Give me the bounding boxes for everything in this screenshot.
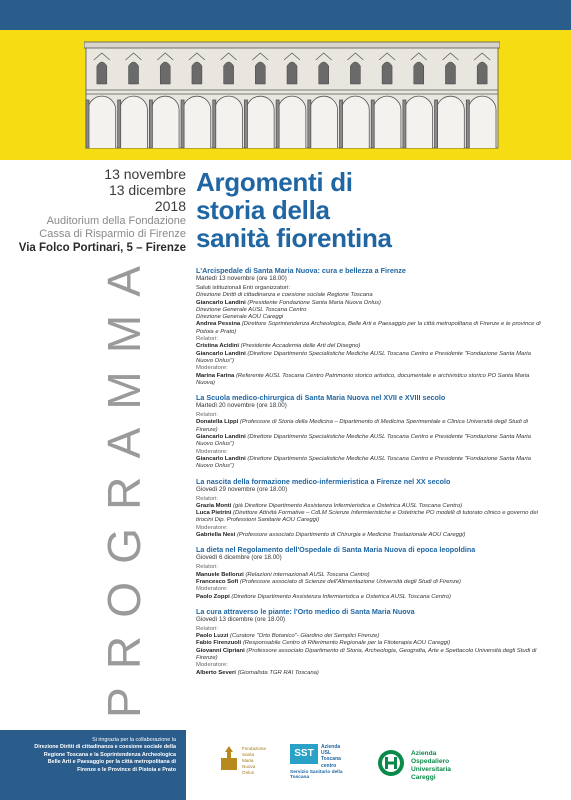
speaker-role: (Professore associato di Scienze dell'Alimentazione Università degli Studi di Firenze) <box>239 578 462 585</box>
column-shape <box>149 100 152 148</box>
session-title: La nascita della formazione medico-infermieristica a Firenze nel XX secolo <box>196 476 451 486</box>
speaker-role: (Direttore Soprintendenza Archeologica, Belle Arti e Paesaggio per la città metropolitana di Firenze e le province di Pistoia e Prato) <box>196 321 541 335</box>
venue-address: Via Folco Portinari, 5 – Firenze <box>18 242 186 254</box>
arch-shape <box>88 96 116 148</box>
window-shape <box>224 62 234 84</box>
thanks-line: Firenze e le Province di Pistoia e Prato <box>77 766 176 773</box>
info-line: Direzione Generale AUSL Toscana Centro <box>196 306 307 313</box>
venue-line-1: Auditorium della Fondazione <box>46 215 186 227</box>
column-shape <box>466 100 469 148</box>
logo-text-line: Fondazione <box>242 746 267 751</box>
window-shape <box>97 62 107 84</box>
column-shape <box>276 100 279 148</box>
speaker-line <box>196 343 542 350</box>
sst-mark: SST <box>290 744 318 764</box>
info-line: Saluti istituzionali Enti organizzatori: <box>196 285 290 291</box>
arch-shape <box>405 96 433 148</box>
logo-text-line: USL <box>321 750 331 757</box>
role-heading: Moderatore: <box>196 365 228 372</box>
speaker-line <box>196 456 542 471</box>
speaker-name: Cristina Acidini <box>196 343 239 350</box>
speaker-role: (Giornalista TGR RAI Toscana) <box>237 669 319 676</box>
speaker-role: (già Direttore Dipartimento Assistenza Infermieristica e Ostetrica AUSL Toscana Centro) <box>233 502 463 509</box>
speaker-name: Giancarlo Landini <box>196 455 246 462</box>
logo-text-line: Azienda <box>321 744 341 750</box>
speaker-role: (Relazioni internazionali AUSL Toscana Centro) <box>245 571 370 578</box>
logo-text-line: Onlus <box>242 770 255 775</box>
title-line: sanità fiorentina <box>196 223 392 253</box>
speaker-line <box>196 594 542 601</box>
speaker-role: (Curatore "Orto Botanico"- Giardino dei Semplici Firenze) <box>230 633 380 640</box>
logo-text-line: Ospedaliero <box>411 758 450 765</box>
date-end: 13 dicembre <box>108 182 186 198</box>
speaker-line <box>196 510 542 525</box>
speaker-role: (Direttore Dipartimento Specialistiche Mediche AUSL Toscana Centro e Presidente "Fondazione Santa Maria Nuovo Onlus") <box>196 434 531 448</box>
building-illustration <box>84 40 500 152</box>
info-line: Direzione Diritti di cittadinanza e coesione sociale Regione Toscana <box>196 292 373 299</box>
logo-text-line: Careggi <box>411 774 436 781</box>
top-stripe <box>0 0 571 30</box>
careggi-text <box>411 750 451 782</box>
speaker-role: (Responsabile Centro di Riferimento Regionale per la Fitoterapia AOU Careggi) <box>242 640 451 647</box>
thanks-line: Si ringrazia per la collaborazione la <box>92 737 176 743</box>
column-shape <box>86 100 89 148</box>
window-shape <box>350 62 360 84</box>
role-heading: Relatori: <box>196 336 218 343</box>
careggi-emblem-icon <box>376 748 406 778</box>
arch-shape <box>278 96 306 148</box>
speaker-line <box>196 373 542 388</box>
role-heading: Moderatore: <box>196 662 228 669</box>
role-heading: Relatori: <box>196 495 218 502</box>
program-session <box>196 393 542 470</box>
window-shape <box>319 62 329 84</box>
session-title: L'Arcispedale di Santa Maria Nuova: cura e bellezza a Firenze <box>196 266 406 275</box>
speaker-role: (Direttore Attività Formative – CdLM Scienze Infermieristiche e Ostetriche PO modelli di tutorato clinico e governo dei tirocini Dip. Professioni Sanitarie AOU Careggi) <box>196 510 538 524</box>
logo-text-line: Santa <box>242 752 255 757</box>
role-heading: Moderatore: <box>196 448 228 455</box>
logo-fondazione-smn <box>218 740 288 790</box>
window-shape <box>129 62 139 84</box>
speaker-role: (Presidente Fondazione Santa Maria Nuova Onlus) <box>247 299 381 306</box>
speaker-name: Gabriella Nesi <box>196 532 236 539</box>
window-shape <box>192 62 202 84</box>
session-title: La dieta nel Regolamento dell'Ospedale di Santa Maria Nuova di epoca leopoldina <box>196 545 476 555</box>
logo-text-line: centro <box>321 762 337 769</box>
logo-text-line: Toscana <box>321 756 341 763</box>
arch-shape <box>120 96 148 148</box>
speaker-name: Andrea Pessina <box>196 321 241 328</box>
session-date: Giovedì 6 dicembre (ore 18.00) <box>196 554 282 562</box>
arch-shape <box>468 96 496 148</box>
column-shape <box>340 100 343 148</box>
arch-shape <box>215 96 243 148</box>
window-shape <box>414 62 424 84</box>
column-shape <box>213 100 216 148</box>
sst-text <box>321 744 341 769</box>
window-shape <box>477 62 487 84</box>
title-line: storia della <box>196 195 330 225</box>
session-date: Giovedì 13 dicembre (ore 18.00) <box>196 615 286 623</box>
role-heading: Moderatore: <box>196 586 228 593</box>
role-heading: Relatori: <box>196 625 218 632</box>
speaker-line <box>196 532 542 539</box>
thanks-text <box>6 737 176 774</box>
arch-shape <box>246 96 274 148</box>
title-line: Argomenti di <box>196 167 353 197</box>
speaker-line <box>196 579 542 586</box>
speaker-name: Giovanni Cipriani <box>196 647 245 654</box>
role-heading: Moderatore: <box>196 524 228 531</box>
speaker-line <box>196 648 542 663</box>
speaker-name: Fabio Firenzuoli <box>196 640 242 647</box>
programma-text: PROGRAMMA <box>98 266 150 718</box>
session-date: Martedì 20 novembre (ore 18.00) <box>196 402 287 410</box>
speaker-name: Alberto Severi <box>196 669 236 676</box>
speaker-line <box>196 640 542 647</box>
page-title <box>196 168 516 252</box>
logo-sst-ausl <box>290 738 360 790</box>
thanks-line: Regione Toscana e la Soprintendenza Archeologica <box>43 751 176 758</box>
speaker-name: Francesco Sofi <box>196 578 239 585</box>
window-shape <box>382 62 392 84</box>
window-shape <box>445 62 455 84</box>
sst-subtitle: Servizio Sanitario della Toscana <box>290 770 343 780</box>
session-date: Martedì 13 novembre (ore 18.00) <box>196 275 287 282</box>
logo-text-line: Nuova <box>242 764 256 769</box>
venue-line-2: Cassa di Risparmio di Firenze <box>39 228 186 240</box>
speaker-name: Giancarlo Landini <box>196 299 246 306</box>
date-start: 13 novembre <box>104 166 186 182</box>
arch-shape <box>342 96 370 148</box>
session-date: Giovedì 29 novembre (ore 18.00) <box>196 485 288 493</box>
column-shape <box>403 100 406 148</box>
thanks-panel <box>0 730 186 800</box>
program-session <box>196 266 542 387</box>
speaker-role: (Direttore Dipartimento Assistenza Infermieristica e Ostetrica AUSL Toscana Centro) <box>231 593 451 600</box>
program-session <box>196 545 542 600</box>
thanks-line: Belle Arti e Paesaggio per la città metropolitana di <box>47 759 176 766</box>
arch-shape <box>183 96 211 148</box>
arch-shape <box>151 96 179 148</box>
speaker-line <box>196 419 542 434</box>
role-heading: Relatori: <box>196 564 218 571</box>
speaker-line <box>196 633 542 640</box>
speaker-role: (Direttore Dipartimento Specialistiche Mediche AUSL Toscana Centro e Presidente "Fondazione Santa Maria Nuovo Onlus") <box>196 350 531 364</box>
speaker-line <box>196 572 542 579</box>
arch-shape <box>310 96 338 148</box>
speaker-role: (Direttore Dipartimento Specialistiche Mediche AUSL Toscana Centro e Presidente "Fondazione Santa Maria Nuovo Onlus") <box>196 455 531 470</box>
fondazione-text <box>242 746 266 776</box>
speaker-name: Donatella Lippi <box>196 419 239 426</box>
speaker-role: (Professore associato Dipartimento di Storia, Archeologia, Geografia, Arte e Spettacolo Università degli Studi di Firenze) <box>196 647 537 661</box>
column-shape <box>371 100 374 148</box>
speaker-name: Giancarlo Landini <box>196 434 246 441</box>
speaker-role: (Professore associato Dipartimento di Chirurgia e Medicina Traslazionale AOU Careggi) <box>236 532 466 539</box>
logo-text-line: Azienda <box>411 750 437 757</box>
speaker-line <box>196 670 542 677</box>
speaker-name: Giancarlo Landini <box>196 350 246 357</box>
speaker-role: (Presidente Accademia delle Arti del Disegno) <box>240 343 361 350</box>
column-shape <box>181 100 184 148</box>
column-shape <box>308 100 311 148</box>
speaker-line <box>196 351 542 366</box>
speaker-name: Paolo Zoppi <box>196 593 230 600</box>
window-shape <box>160 62 170 84</box>
thanks-line: Direzione Diritti di cittadinanza e coesione sociale della <box>34 744 176 751</box>
speaker-name: Luca Pietrini <box>196 510 232 517</box>
program-list <box>196 266 542 683</box>
date-year: 2018 <box>154 198 186 214</box>
speaker-name: Marina Farina <box>196 372 235 379</box>
event-dates <box>0 166 186 256</box>
session-title: La Scuola medico-chirurgica di Santa Maria Nuova nel XVII e XVIII secolo <box>196 393 446 403</box>
session-title: La cura attraverso le piante: l'Orto medico di Santa Maria Nuova <box>196 606 415 616</box>
arch-shape <box>437 96 465 148</box>
role-heading: Relatori: <box>196 412 218 419</box>
logo-aou-careggi <box>376 742 476 788</box>
column-shape <box>244 100 247 148</box>
fondazione-emblem-icon <box>218 744 240 774</box>
window-shape <box>287 62 297 84</box>
speaker-role: (Referente AUSL Toscana Centro Patrimonio storico artistico, documentale e archivistico storico PO Santa Maria Nuova) <box>196 372 530 386</box>
speaker-role: (Professore di Storia della Medicina – Dipartimento di Medicina Sperimentale e Clinica Università degli Studi di Firenze) <box>196 419 528 433</box>
speaker-line <box>196 434 542 449</box>
program-session <box>196 607 542 677</box>
column-shape <box>118 100 121 148</box>
info-line: Direzione Generale AOU Careggi <box>196 314 284 321</box>
program-session <box>196 477 542 540</box>
column-shape <box>435 100 438 148</box>
window-shape <box>255 62 265 84</box>
speaker-name: Grazia Monti <box>196 502 232 509</box>
speaker-line <box>196 503 542 510</box>
speaker-name: Manuele Bellonzi <box>196 571 244 578</box>
logo-text-line: Maria <box>242 758 254 763</box>
speaker-name: Paolo Luzzi <box>196 633 229 640</box>
speaker-line <box>196 300 542 307</box>
speaker-line <box>196 321 542 336</box>
logo-text-line: Universitaria <box>411 766 451 773</box>
arch-shape <box>373 96 401 148</box>
programma-vertical-label <box>92 262 164 720</box>
